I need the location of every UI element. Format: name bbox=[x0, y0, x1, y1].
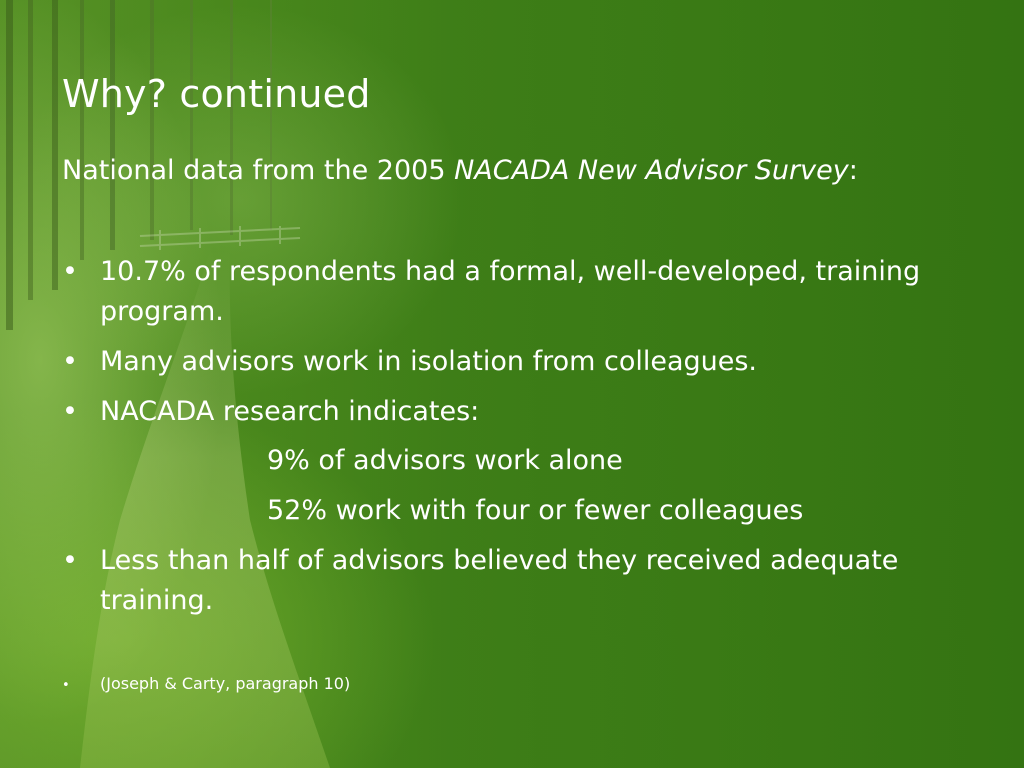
bullet-item bbox=[62, 252, 962, 332]
sub-point: 9% of advisors work alone bbox=[267, 445, 623, 476]
slide-title: Why? continued bbox=[62, 72, 371, 116]
bullet-icon: • bbox=[62, 346, 78, 377]
bullet-icon: • bbox=[62, 396, 78, 427]
bullet-item bbox=[62, 392, 962, 432]
bullet-text: Less than half of advisors believed they received adequate training. bbox=[100, 545, 899, 616]
slide-subtitle bbox=[62, 155, 858, 186]
bullet-text: Many advisors work in isolation from colleagues. bbox=[100, 346, 758, 377]
bullet-icon: • bbox=[62, 678, 70, 693]
survey-name: NACADA New Advisor Survey bbox=[454, 155, 849, 186]
subtitle-prefix: National data from the 2005 bbox=[62, 155, 455, 186]
bullet-text: 10.7% of respondents had a formal, well-developed, training program. bbox=[100, 256, 921, 327]
bullet-item bbox=[62, 342, 962, 382]
bullet-icon: • bbox=[62, 256, 78, 287]
citation-text: (Joseph & Carty, paragraph 10) bbox=[100, 674, 351, 693]
bullet-icon: • bbox=[62, 545, 78, 576]
bullet-text: NACADA research indicates: bbox=[100, 396, 480, 427]
bullet-list bbox=[62, 252, 962, 631]
citation bbox=[62, 674, 350, 693]
bullet-item bbox=[62, 541, 962, 621]
subtitle-suffix: : bbox=[848, 155, 858, 186]
sub-point: 52% work with four or fewer colleagues bbox=[267, 495, 804, 526]
